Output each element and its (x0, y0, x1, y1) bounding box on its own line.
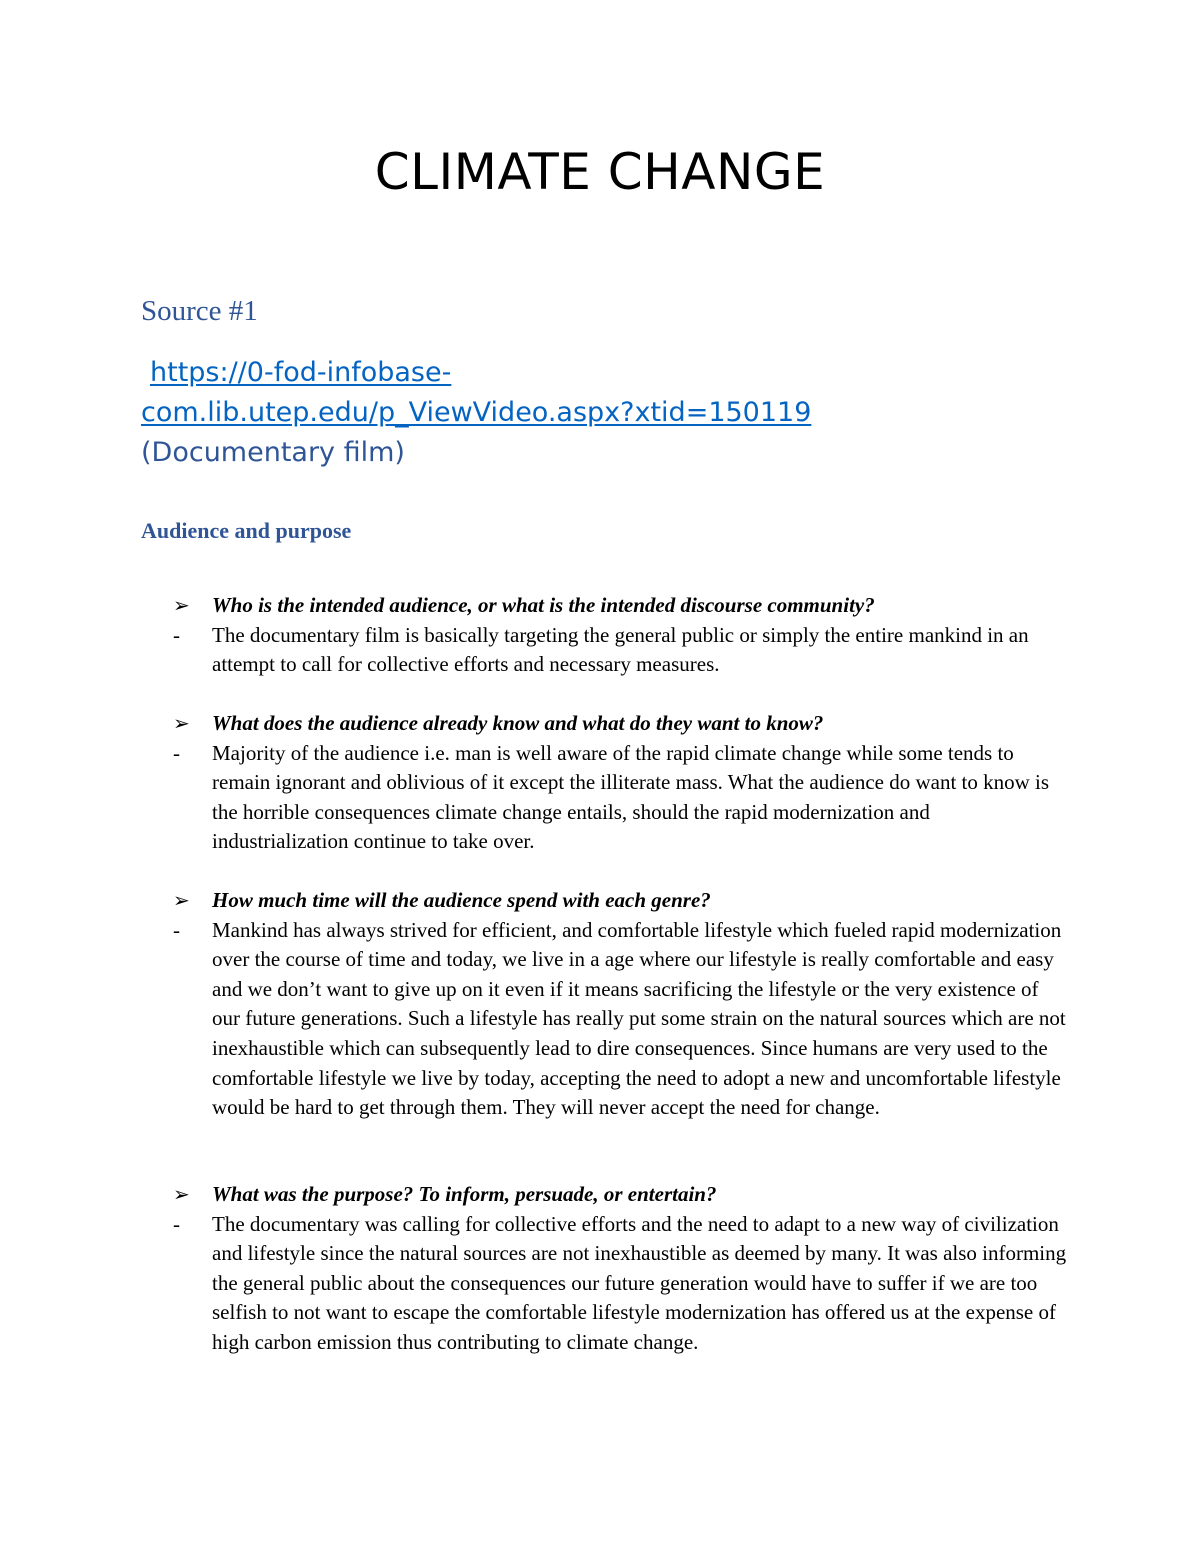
arrow-bullet-icon: ➢ (173, 593, 190, 617)
source-type: (Documentary film) (141, 437, 405, 468)
source-link-line2[interactable]: com.lib.utep.edu/p_ViewVideo.aspx?xtid=150119 (141, 397, 812, 428)
answer-1 (141, 621, 1071, 680)
section-heading: Audience and purpose (141, 518, 352, 543)
answer-2 (141, 739, 1071, 857)
dash-bullet: - (173, 740, 180, 765)
answer-text: Mankind has always strived for efficient, and comfortable lifestyle which fueled rapid modernization over the course of time and today, we live in a age where our lifestyle is really comfortable and easy and we don’t want to give up on it even if it means sacrificing the lifestyle or the very existence of our future generations. Such a lifestyle has really put some strain on the natural sources which are not inexhaustible which can subsequently lead to dire consequences. Since humans are very used to the comfortable lifestyle we live by today, accepting the need to adopt a new and uncomfortable lifestyle would be hard to get through them. They will never accept the need for change. (212, 917, 1066, 1120)
answer-3 (141, 916, 1071, 1123)
source-link[interactable] (150, 357, 451, 388)
arrow-bullet-icon: ➢ (173, 1182, 190, 1206)
arrow-bullet-icon: ➢ (173, 888, 190, 912)
source-citation (141, 353, 1041, 473)
answer-4 (141, 1210, 1071, 1358)
qa-item-2 (141, 709, 1071, 857)
arrow-bullet-icon: ➢ (173, 711, 190, 735)
dash-bullet: - (173, 622, 180, 647)
answer-text: Majority of the audience i.e. man is well aware of the rapid climate change while some tends to remain ignorant and oblivious of it except the illiterate mass. What the audience do want to know is the horrible consequences climate change entails, should the rapid modernization and industrialization continue to take over. (212, 740, 1050, 854)
qa-item-3 (141, 886, 1071, 1123)
qa-item-1 (141, 591, 1071, 680)
question-3 (141, 886, 1071, 916)
question-text: What does the audience already know and what do they want to know? (212, 711, 824, 735)
page-title: CLIMATE CHANGE (374, 143, 826, 201)
question-1 (141, 591, 1071, 621)
dash-bullet: - (173, 917, 180, 942)
question-text: How much time will the audience spend with each genre? (212, 888, 711, 912)
question-text: What was the purpose? To inform, persuade, or entertain? (212, 1182, 717, 1206)
source-link-line1[interactable]: https://0-fod-infobase- (150, 357, 452, 388)
source-link-continued[interactable] (141, 397, 811, 428)
answer-text: The documentary film is basically targeting the general public or simply the entire mankind in an attempt to call for collective efforts and necessary measures. (212, 622, 1029, 677)
answer-text: The documentary was calling for collective efforts and the need to adapt to a new way of civilization and lifestyle since the natural sources are not inexhaustible as deemed by many. It was also informing the general public about the consequences our future generation would have to suffer if we are too selfish to not want to escape the comfortable lifestyle modernization has offered us at the expense of high carbon emission thus contributing to climate change. (212, 1211, 1067, 1354)
question-2 (141, 709, 1071, 739)
question-text: Who is the intended audience, or what is the intended discourse community? (212, 593, 875, 617)
dash-bullet: - (173, 1211, 180, 1236)
source-heading: Source #1 (141, 295, 258, 327)
qa-item-4 (141, 1180, 1071, 1358)
question-4 (141, 1180, 1071, 1210)
